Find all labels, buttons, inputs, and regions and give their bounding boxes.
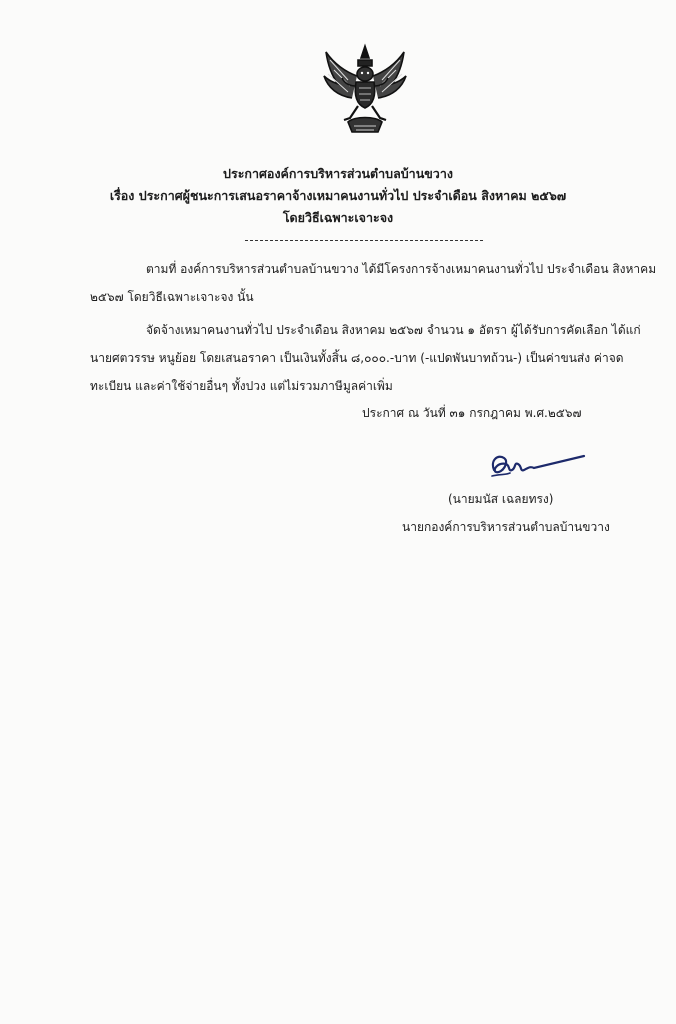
header-title: ประกาศองค์การบริหารส่วนตำบลบ้านขวาง <box>223 166 453 181</box>
signatory-name: (นายมนัส เฉลยทรง) <box>448 492 554 506</box>
header-method: โดยวิธีเฉพาะเจาะจง <box>282 210 394 225</box>
announcement-date: ประกาศ ณ วันที่ ๓๑ กรกฎาคม พ.ศ.๒๕๖๗ <box>362 406 582 420</box>
paragraph-1-line-1: ตามที่ องค์การบริหารส่วนตำบลบ้านขวาง ได้มีโครงการจ้างเหมาคนงานทั่วไป ประจำเดือน สิงหาคม <box>146 262 657 276</box>
signature-icon <box>484 448 594 484</box>
paragraph-2-line-3: ทะเบียน และค่าใช้จ่ายอื่นๆ ทั้งปวง แต่ไม่รวมภาษีมูลค่าเพิ่ม <box>90 379 393 393</box>
header-divider <box>245 240 483 241</box>
garuda-emblem-icon <box>318 42 412 138</box>
announcement-header <box>0 163 676 229</box>
signatory-title: นายกองค์การบริหารส่วนตำบลบ้านขวาง <box>402 520 610 534</box>
paragraph-1-line-2: ๒๕๖๗ โดยวิธีเฉพาะเจาะจง นั้น <box>90 290 254 304</box>
paragraph-2-line-1: จัดจ้างเหมาคนงานทั่วไป ประจำเดือน สิงหาคม ๒๕๖๗ จำนวน ๑ อัตรา ผู้ได้รับการคัดเลือก ได้แก่ <box>146 323 641 337</box>
paragraph-2-line-2: นายศตวรรษ หนูย้อย โดยเสนอราคา เป็นเงินทั้งสิ้น ๘,๐๐๐.-บาท (-แปดพันบาทถ้วน-) เป็นค่าขนส่ง ค่าจด <box>90 351 624 365</box>
header-subject: เรื่อง ประกาศผู้ชนะการเสนอราคาจ้างเหมาคนงานทั่วไป ประจำเดือน สิงหาคม ๒๕๖๗ <box>109 188 567 203</box>
